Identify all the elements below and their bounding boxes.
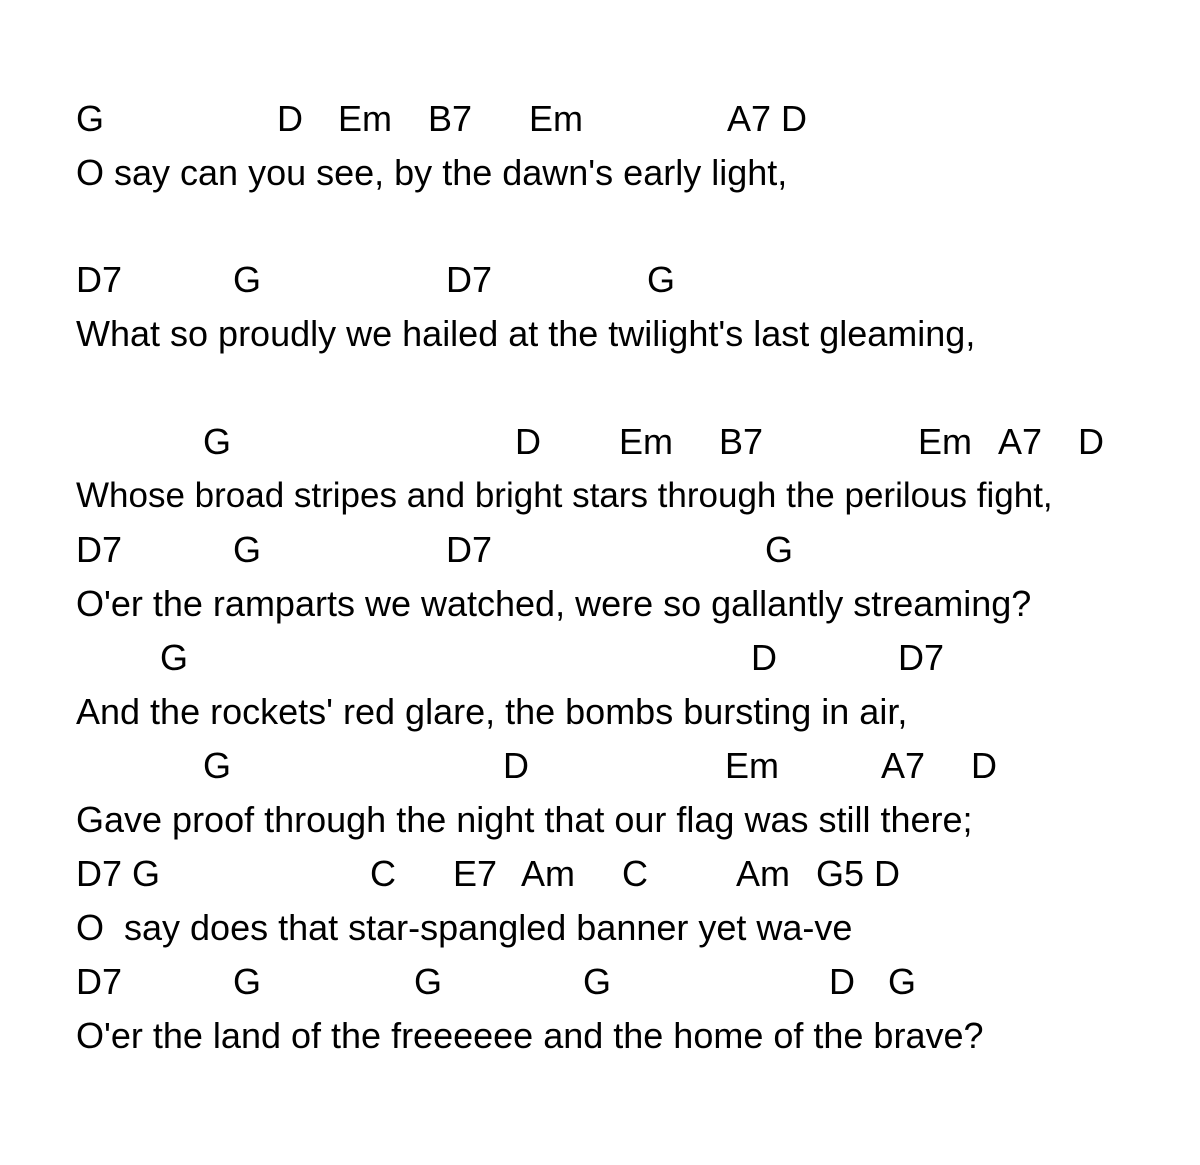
chord: G: [233, 259, 262, 300]
chord: Em: [619, 421, 673, 462]
chord: G: [233, 961, 262, 1002]
chord: G: [888, 961, 917, 1002]
lyric-line: Whose broad stripes and bright stars through the perilous fight,: [76, 476, 1053, 515]
chord: D: [751, 637, 777, 678]
chord: C: [622, 853, 648, 894]
chord: G: [583, 961, 612, 1002]
chord: D: [503, 745, 529, 786]
lyric-line: What so proudly we hailed at the twilight's last gleaming,: [76, 313, 976, 354]
chord: D7 G: [76, 853, 161, 894]
chord: G5 D: [816, 853, 901, 894]
chord: D7: [76, 259, 123, 300]
chord: G: [233, 529, 262, 570]
chord: G: [414, 961, 443, 1002]
chord: Em: [918, 421, 972, 462]
chord: D: [515, 421, 541, 462]
lyric-line: O'er the land of the freeeeee and the home of the brave?: [76, 1015, 984, 1056]
lyric-line: And the rockets' red glare, the bombs bursting in air,: [76, 691, 908, 732]
chord: B7: [428, 98, 473, 139]
chord: G: [76, 98, 105, 139]
chord: D: [277, 98, 303, 139]
lyric-line: O say can you see, by the dawn's early light,: [76, 152, 788, 193]
chord: D7: [446, 259, 493, 300]
chord: Em: [725, 745, 779, 786]
chord: D7: [898, 637, 945, 678]
chord: D: [971, 745, 997, 786]
chord: D7: [76, 961, 123, 1002]
lyric-line: Gave proof through the night that our flag was still there;: [76, 799, 973, 840]
chord: D7: [76, 529, 123, 570]
chord: Em: [338, 98, 392, 139]
lyric-line: O'er the ramparts we watched, were so gallantly streaming?: [76, 583, 1032, 624]
chord: G: [765, 529, 794, 570]
chord: A7 D: [727, 98, 808, 139]
chord: C: [370, 853, 396, 894]
chord: D: [1078, 421, 1104, 462]
chord: Am: [521, 853, 575, 894]
lyric-line: O say does that star-spangled banner yet wa-ve: [76, 907, 853, 948]
chord: A7: [881, 745, 926, 786]
chord: G: [203, 421, 232, 462]
chord: A7: [998, 421, 1043, 462]
chord: G: [160, 637, 189, 678]
chord: G: [203, 745, 232, 786]
chord: E7: [453, 853, 498, 894]
chord: B7: [719, 421, 764, 462]
chord: Am: [736, 853, 790, 894]
chord: D: [829, 961, 855, 1002]
chord: G: [647, 259, 676, 300]
chord: Em: [529, 98, 583, 139]
chord: D7: [446, 529, 493, 570]
